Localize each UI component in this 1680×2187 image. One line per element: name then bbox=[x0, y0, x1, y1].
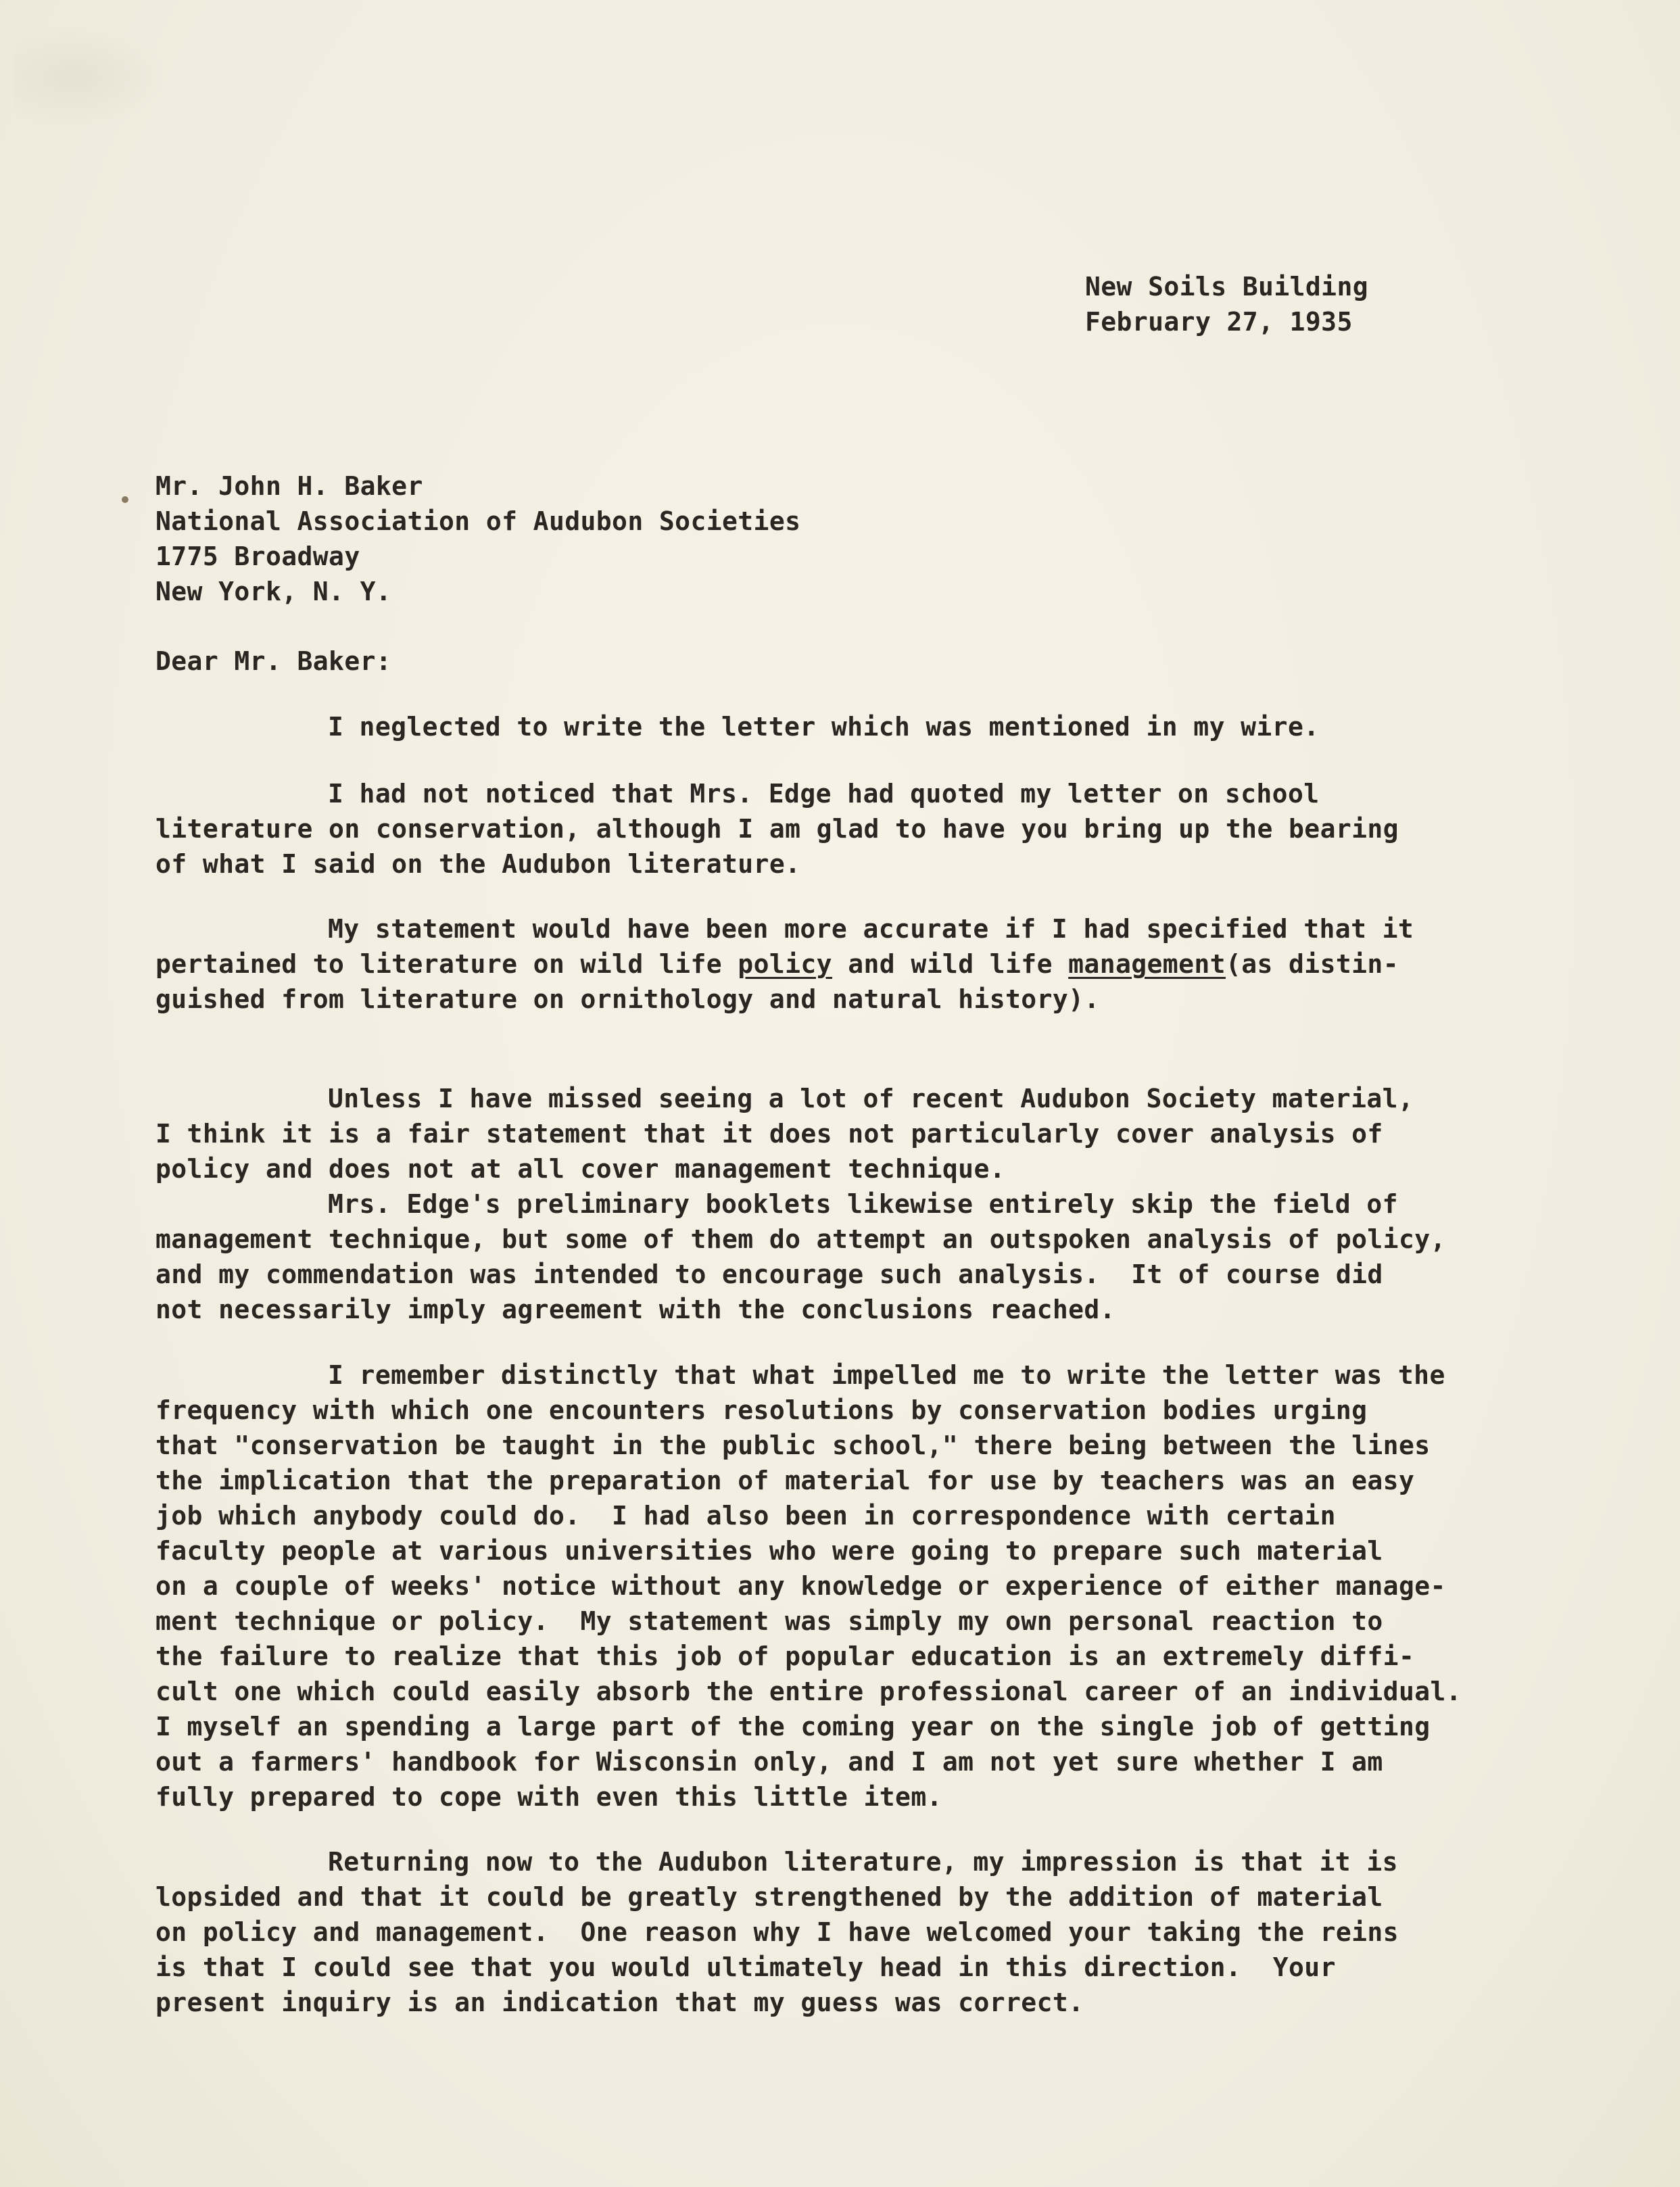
paragraph-line: literature on conservation, although I am glad to have you bring up the bearing bbox=[155, 814, 1399, 844]
ink-dot bbox=[122, 496, 128, 503]
paragraph-line: ment technique or policy. My statement was simply my own personal reaction to bbox=[155, 1606, 1383, 1636]
address-line: Mr. John H. Baker bbox=[155, 471, 423, 501]
paragraph-line: out a farmers' handbook for Wisconsin only, and I am not yet sure whether I am bbox=[155, 1747, 1383, 1777]
paper-smudge bbox=[14, 27, 169, 128]
salutation: Dear Mr. Baker: bbox=[155, 646, 392, 676]
paragraph-line bbox=[155, 946, 1399, 982]
paragraph-line: is that I could see that you would ultimately head in this direction. Your bbox=[155, 1952, 1336, 1982]
paragraph-line: and my commendation was intended to encourage such analysis. It of course did bbox=[155, 1259, 1383, 1289]
paragraph-line: Unless I have missed seeing a lot of recent Audubon Society material, bbox=[328, 1084, 1414, 1113]
paragraph-line: I remember distinctly that what impelled me to write the letter was the bbox=[328, 1360, 1445, 1390]
underlined-word-management: management bbox=[1068, 949, 1226, 979]
paragraph-line: guished from literature on ornithology and natural history). bbox=[155, 984, 1100, 1014]
paragraph-line: on a couple of weeks' notice without any knowledge or experience of either manage- bbox=[155, 1571, 1446, 1601]
paragraph-line: that "conservation be taught in the public school," there being between the lines bbox=[155, 1431, 1431, 1460]
paragraph-line: I myself an spending a large part of the coming year on the single job of getting bbox=[155, 1712, 1431, 1741]
paragraph-line: not necessarily imply agreement with the conclusions reached. bbox=[155, 1295, 1115, 1324]
paragraph-line: Mrs. Edge's preliminary booklets likewise entirely skip the field of bbox=[328, 1189, 1398, 1219]
address-line: New York, N. Y. bbox=[155, 577, 392, 606]
paragraph-line: on policy and management. One reason why I have welcomed your taking the reins bbox=[155, 1917, 1399, 1947]
paragraph-line: Returning now to the Audubon literature, my impression is that it is bbox=[328, 1847, 1398, 1877]
paragraph-line: the failure to realize that this job of popular education is an extremely diffi- bbox=[155, 1641, 1415, 1671]
paragraph-line: I think it is a fair statement that it does not particularly cover analysis of bbox=[155, 1119, 1383, 1149]
address-line: National Association of Audubon Societies bbox=[155, 506, 801, 536]
paragraph-line: policy and does not at all cover management technique. bbox=[155, 1154, 1006, 1184]
paragraph-line: fully prepared to cope with even this little item. bbox=[155, 1782, 942, 1812]
paragraph-line: present inquiry is an indication that my guess was correct. bbox=[155, 1988, 1084, 2017]
text-run: and wild life bbox=[832, 949, 1069, 979]
paragraph-line: faculty people at various universities who were going to prepare such material bbox=[155, 1536, 1383, 1566]
paragraph-line: I had not noticed that Mrs. Edge had quoted my letter on school bbox=[328, 779, 1320, 809]
paragraph-line: frequency with which one encounters resolutions by conservation bodies urging bbox=[155, 1395, 1368, 1425]
paragraph-line: lopsided and that it could be greatly strengthened by the addition of material bbox=[155, 1882, 1383, 1912]
text-run: pertained to literature on wild life bbox=[155, 949, 738, 979]
paragraph-line: cult one which could easily absorb the entire professional career of an individual. bbox=[155, 1677, 1462, 1706]
paragraph-line: the implication that the preparation of material for use by teachers was an easy bbox=[155, 1466, 1415, 1495]
paragraph-line: My statement would have been more accurate if I had specified that it bbox=[328, 914, 1414, 944]
paragraph-line: management technique, but some of them do attempt an outspoken analysis of policy, bbox=[155, 1224, 1446, 1254]
paragraph-line: of what I said on the Audubon literature. bbox=[155, 849, 801, 879]
header-date: February 27, 1935 bbox=[1085, 307, 1353, 337]
address-line: 1775 Broadway bbox=[155, 542, 360, 571]
underlined-word-policy: policy bbox=[738, 949, 832, 979]
text-run: (as distin- bbox=[1225, 949, 1399, 979]
paragraph-line: job which anybody could do. I had also been in correspondence with certain bbox=[155, 1501, 1336, 1531]
paragraph-line: I neglected to write the letter which was mentioned in my wire. bbox=[328, 712, 1320, 742]
header-place: New Soils Building bbox=[1085, 272, 1369, 302]
